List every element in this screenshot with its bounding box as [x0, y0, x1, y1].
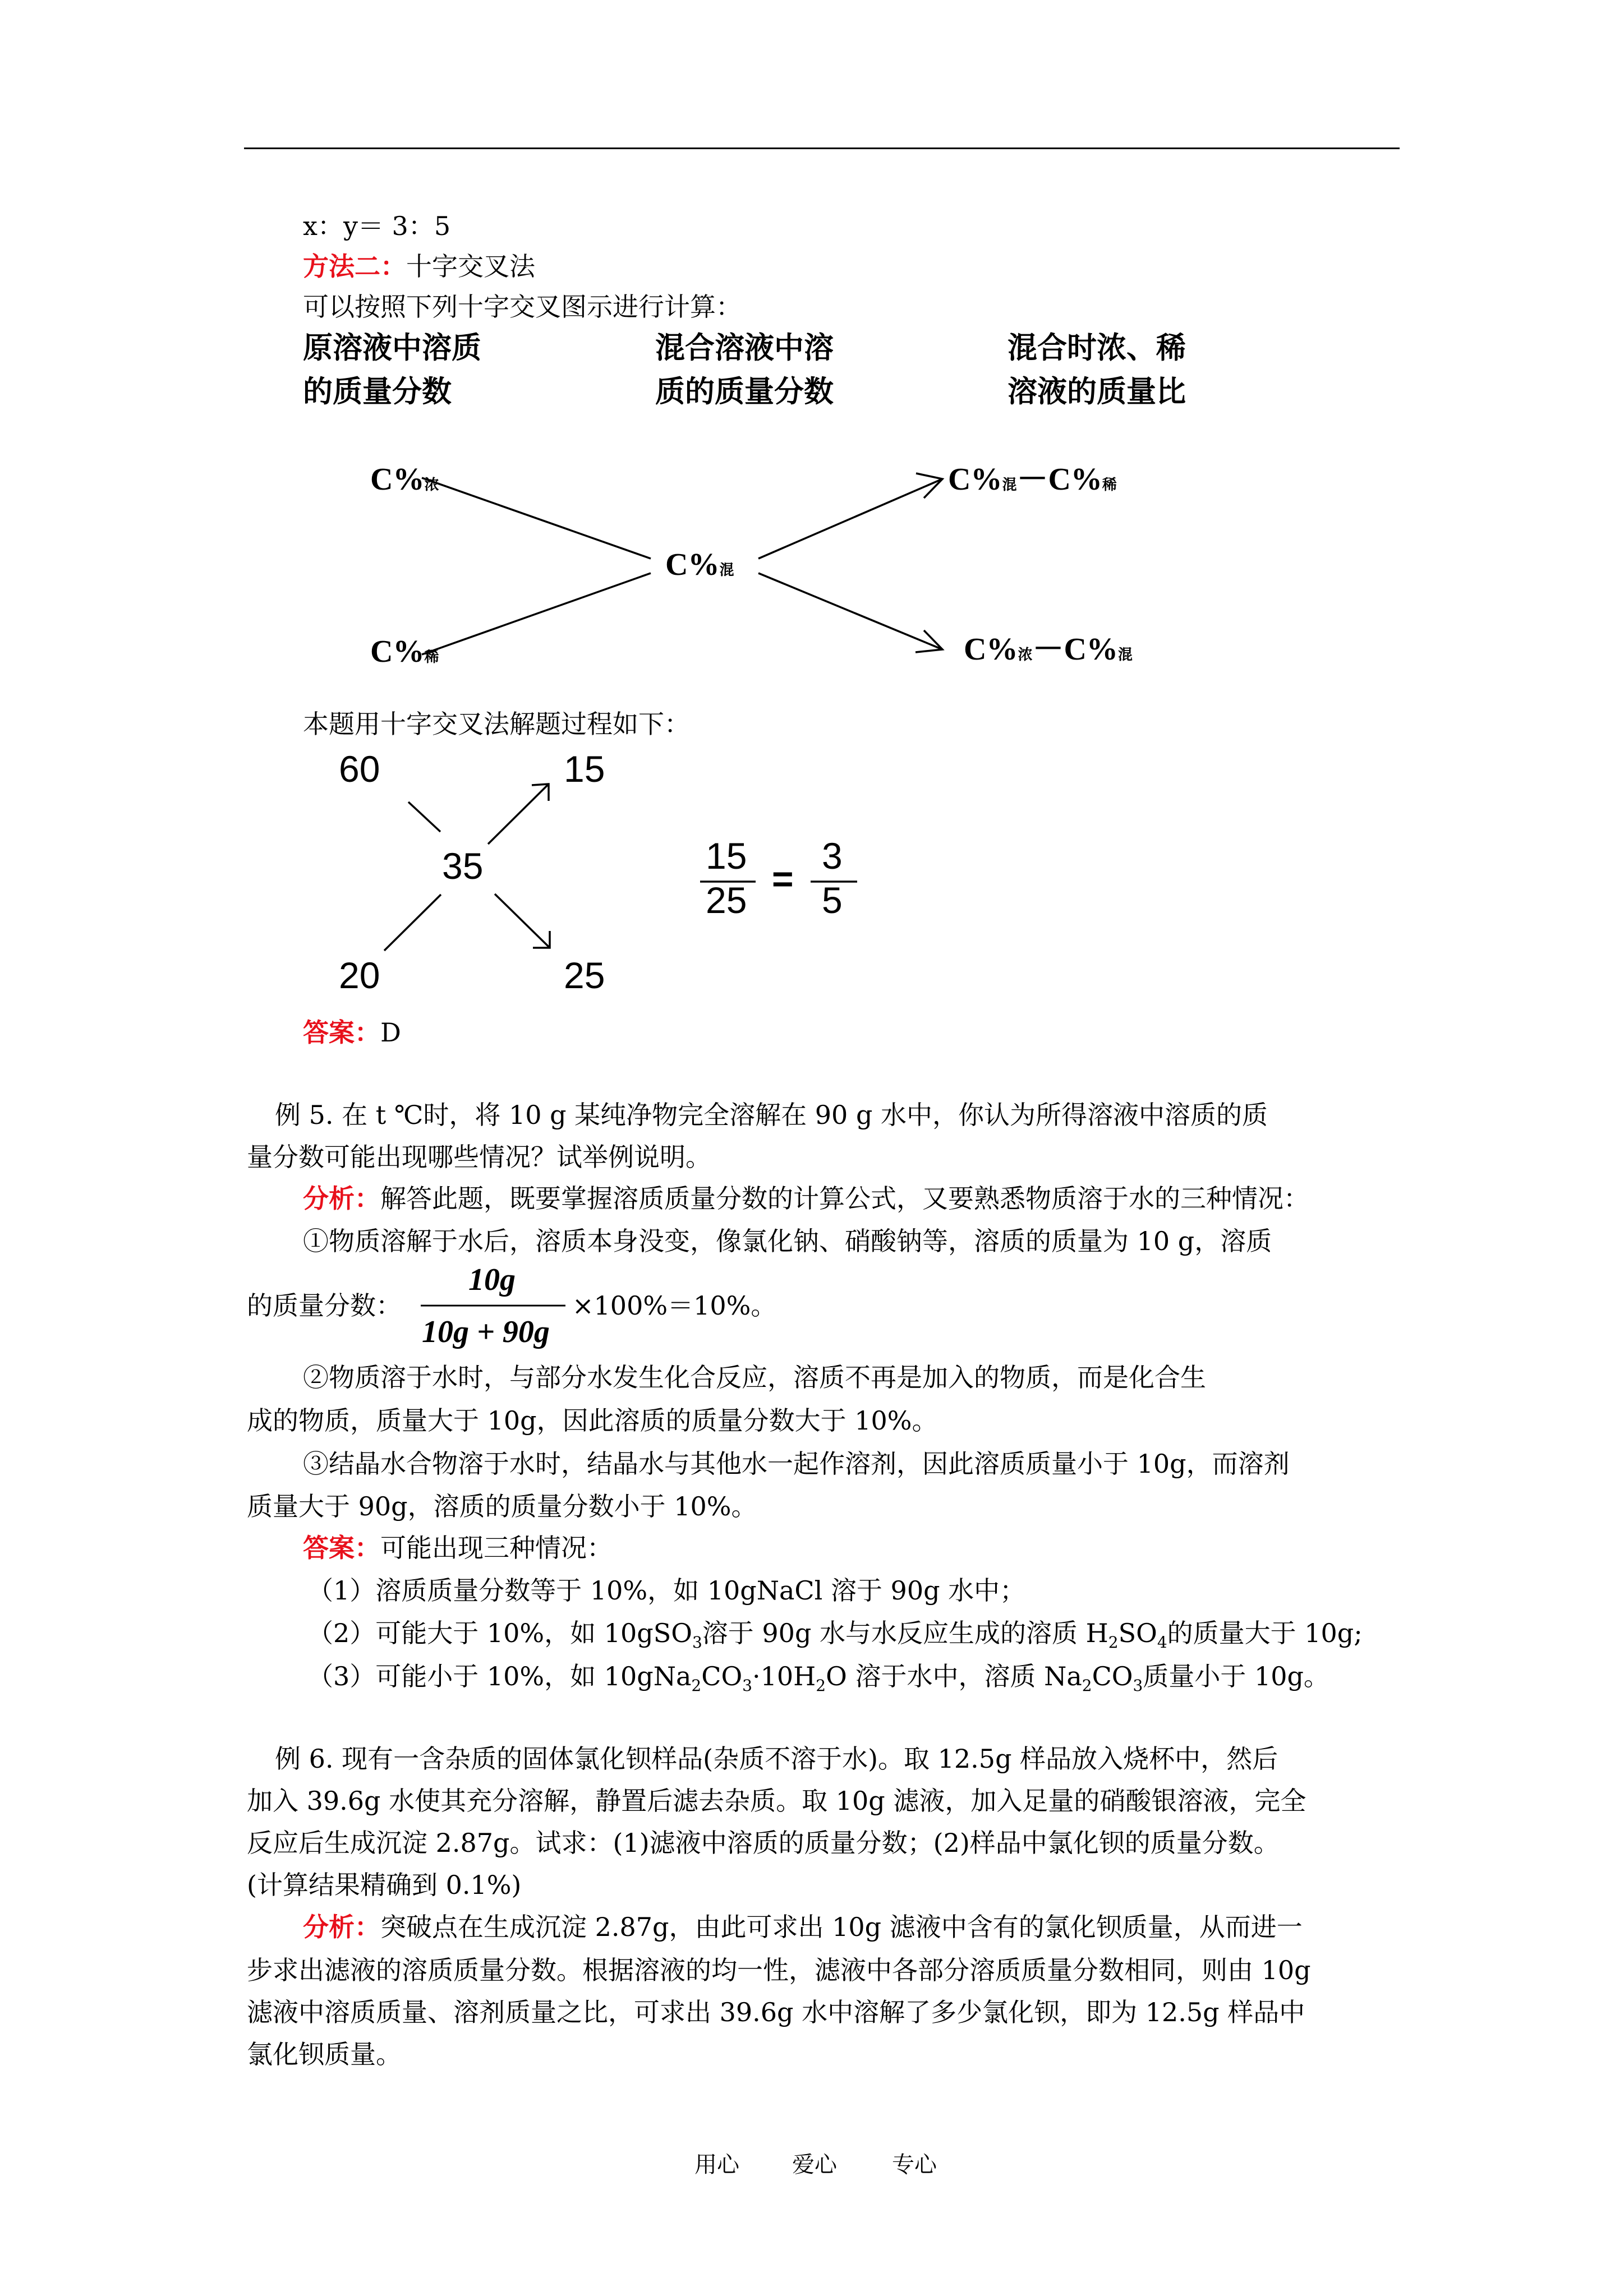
header-col2-l2: 质的质量分数	[655, 375, 834, 409]
ex6-l1: 例 6. 现有一含杂质的固体氯化钡样品(杂质不溶于水)。取 12.5g 样品放入烧杯中，然后	[275, 1744, 1278, 1774]
ex5-a3: （3）可能小于 10%，如 $10gNa_2CO_3\cdot 10H_2O$ 溶于水中，溶质 $Na_2CO_3$质量小于 10g。	[307, 1661, 1329, 1695]
res-den: 5	[822, 879, 843, 921]
label-nong-minus-hun: C%浓－C%混	[964, 632, 1133, 667]
num-tl: 60	[339, 748, 380, 790]
ex5-analysis	[303, 1183, 1309, 1214]
intro-line: 可以按照下列十字交叉图示进行计算：	[303, 292, 742, 322]
num-tr: 15	[564, 748, 605, 790]
ex5-case3-l2: 质量大于 90g，溶质的质量分数小于 10%。	[247, 1491, 757, 1522]
ex5-case2-l2: 成的物质，质量大于 10g，因此溶质的质量分数大于 10%。	[247, 1405, 938, 1436]
ex5-q2: 量分数可能出现哪些情况？试举例说明。	[247, 1142, 711, 1172]
answer4-label: 答案：	[303, 1017, 380, 1048]
ratio-line: x：y＝ 3：5	[303, 211, 451, 241]
frac-num: 15	[706, 835, 747, 877]
method2-text: 十字交叉法	[406, 251, 535, 282]
ex5-case3-l1: ③结晶水合物溶于水时，结晶水与其他水一起作溶剂，因此溶质质量小于 10g，而溶剂	[303, 1449, 1290, 1479]
ex6-analysis-l3: 滤液中溶质质量、溶剂质量之比，可求出 39.6g 水中溶解了多少氯化钡，即为 12.5g 样品中	[247, 1997, 1305, 2027]
equals-sign: =	[772, 858, 794, 900]
header-col1-l2: 的质量分数	[303, 375, 452, 409]
frac-den: 25	[706, 879, 747, 921]
example-cross-intro: 本题用十字交叉法解题过程如下：	[303, 709, 690, 739]
footer-word-3: 专心	[892, 2152, 937, 2178]
num-bl: 20	[339, 955, 380, 996]
footer-word-1: 用心	[694, 2152, 739, 2178]
answer4-line	[303, 1017, 401, 1048]
ex5-answer-label: 答案：	[303, 1533, 380, 1563]
formula-denominator: 10g + 90g	[422, 1315, 550, 1349]
ex6-analysis-l4: 氯化钡质量。	[247, 2039, 402, 2069]
ex5-answer-text: 可能出现三种情况：	[380, 1533, 613, 1563]
ex5-case1-l1: ①物质溶解于水后，溶质本身没变，像氯化钠、硝酸钠等，溶质的质量为 10 g，溶质	[303, 1226, 1272, 1256]
ex5-case1-prefix: 的质量分数：	[247, 1290, 402, 1321]
ex6-l4: (计算结果精确到 0.1%)	[247, 1870, 522, 1900]
ex5-case1-suffix: ×100%＝10%。	[572, 1290, 777, 1321]
ex6-analysis-l2: 步求出滤液的溶质质量分数。根据溶液的均一性，滤液中各部分溶质质量分数相同，则由 10g	[247, 1955, 1311, 1985]
header-col3-l2: 溶液的质量比	[1007, 375, 1186, 409]
formula-numerator: 10g	[468, 1262, 516, 1297]
ex6-analysis-label: 分析：	[303, 1912, 380, 1942]
num-mid: 35	[442, 845, 484, 887]
label-c-xi: C%稀	[370, 634, 439, 669]
header-col1-l1: 原溶液中溶质	[303, 331, 481, 365]
ex6-analysis	[303, 1914, 1303, 1940]
ex6-l2: 加入 39.6g 水使其充分溶解，静置后滤去杂质。取 10g 滤液，加入足量的硝酸银溶液，完全	[247, 1786, 1306, 1816]
example-cross-numbers	[339, 748, 843, 996]
method2-label: 方法二：	[303, 251, 406, 282]
header-col2-l1: 混合溶液中溶	[655, 331, 834, 365]
ex6-analysis-l1: 突破点在生成沉淀 2.87g，由此可求出 10g 滤液中含有的氯化钡质量，从而进一	[380, 1912, 1303, 1942]
ex5-analysis-text: 解答此题，既要掌握溶质质量分数的计算公式，又要熟悉物质溶于水的三种情况：	[380, 1183, 1309, 1214]
label-c-nong: C%浓	[370, 462, 439, 497]
header-col3-l1: 混合时浓、稀	[1007, 331, 1186, 365]
answer4-value: D	[380, 1017, 401, 1048]
ex5-analysis-label: 分析：	[303, 1183, 380, 1214]
res-num: 3	[822, 835, 843, 877]
ex5-case2-l1: ②物质溶于水时，与部分水发生化合反应，溶质不再是加入的物质，而是化合生	[303, 1362, 1206, 1393]
ex5-q1: 例 5. 在 t ℃时，将 10 g 某纯净物完全溶解在 90 g 水中，你认为所得溶液中溶质的质	[275, 1100, 1268, 1130]
label-c-hun: C%混	[665, 547, 734, 582]
ex5-a2: （2）可能大于 10%，如 10gSO$_3$溶于 90g 水与水反应生成的溶质 $H_2SO_4$的质量大于 10g;	[307, 1618, 1363, 1652]
ex5-a1: （1）溶质质量分数等于 10%，如 10gNaCl 溶于 90g 水中；	[307, 1575, 1026, 1606]
ex5-answer	[303, 1535, 613, 1561]
num-br: 25	[564, 955, 605, 996]
footer-word-2: 爱心	[792, 2152, 837, 2178]
general-cross-labels	[370, 462, 1133, 669]
ex6-l3: 反应后生成沉淀 2.87g。试求：(1)滤液中溶质的质量分数；(2)样品中氯化钡的质量分数。	[247, 1828, 1280, 1858]
label-hun-minus-xi: C%混－C%稀	[948, 462, 1117, 497]
